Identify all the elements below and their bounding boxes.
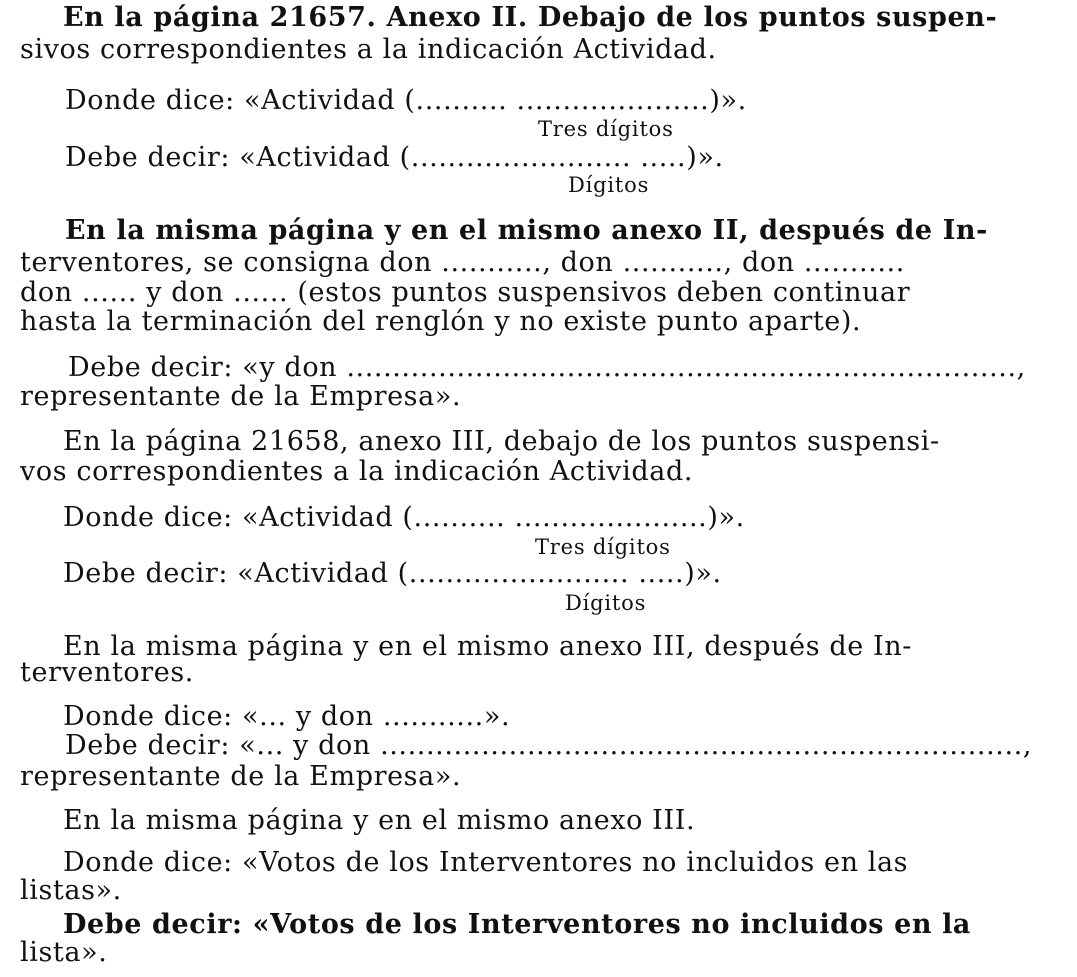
correction-1-donde-dice: Donde dice: «Actividad (.......... .....................)».	[65, 85, 747, 116]
paragraph-2-line-2: terventores, se consigna don ..........., don ..........., don ...........	[20, 247, 905, 278]
paragraph-1-line-2: sivos correspondientes a la indicación Actividad.	[20, 34, 717, 65]
correction-4-donde-dice: Donde dice: «... y don ...........».	[63, 701, 511, 732]
paragraph-2-line-4: hasta la terminación del renglón y no existe punto aparte).	[20, 306, 862, 337]
paragraph-3-line-1: En la página 21658, anexo III, debajo de los puntos suspensi-	[63, 426, 940, 457]
correction-5-donde-dice-line-1: Donde dice: «Votos de los Interventores no incluidos en las	[63, 847, 909, 878]
paragraph-5-line-1: En la misma página y en el mismo anexo III.	[63, 805, 696, 836]
correction-5-debe-decir-line-2: lista».	[20, 937, 108, 968]
paragraph-2-line-1: En la misma página y en el mismo anexo II, después de In-	[65, 215, 988, 246]
correction-3-caption-tres-digitos: Tres dígitos	[535, 535, 671, 559]
correction-3-debe-decir: Debe decir: «Actividad (........................ .....)».	[63, 558, 722, 589]
correction-5-donde-dice-line-2: listas».	[20, 875, 122, 906]
correction-3-caption-digitos: Dígitos	[565, 591, 647, 615]
paragraph-2-line-3: don ...... y don ...... (estos puntos suspensivos deben continuar	[20, 277, 911, 308]
correction-3-donde-dice: Donde dice: «Actividad (.......... .....................)».	[63, 502, 745, 533]
correction-1-caption-tres-digitos: Tres dígitos	[538, 117, 674, 141]
correction-5-debe-decir-line-1: Debe decir: «Votos de los Interventores no incluidos en la	[63, 909, 972, 940]
correction-2-debe-decir: Debe decir: «y don .........................................................................,	[68, 352, 1026, 383]
correction-1-caption-digitos: Dígitos	[568, 173, 650, 197]
correction-4-line-3: representante de la Empresa».	[20, 761, 462, 792]
correction-2-line-2: representante de la Empresa».	[20, 381, 462, 412]
correction-1-debe-decir: Debe decir: «Actividad (........................ .....)».	[65, 142, 724, 173]
paragraph-4-line-2: terventores.	[20, 657, 194, 688]
correction-4-debe-decir: Debe decir: «... y don ......................................................................,	[65, 730, 1033, 761]
paragraph-4-line-1: En la misma página y en el mismo anexo III, después de In-	[63, 631, 912, 662]
paragraph-3-line-2: vos correspondientes a la indicación Actividad.	[20, 456, 694, 487]
paragraph-1-line-1: En la página 21657. Anexo II. Debajo de los puntos suspen-	[63, 2, 998, 33]
